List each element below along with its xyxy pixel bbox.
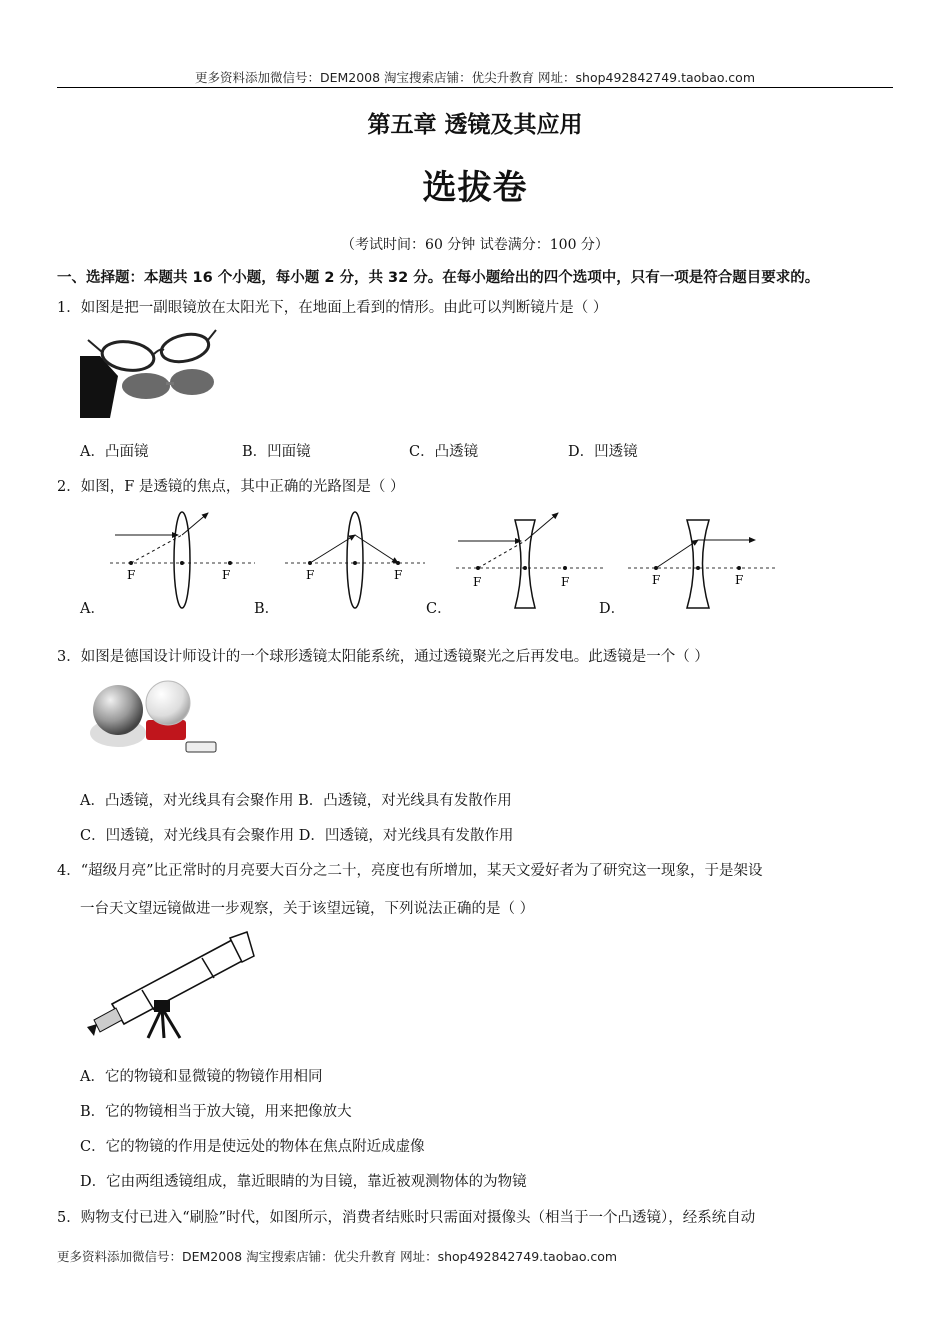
q2-option-c: C． xyxy=(426,601,452,617)
question-4-stem-line2: 一台天文望远镜做进一步观察，关于该望远镜，下列说法正确的是（ ） xyxy=(80,901,535,917)
q2-option-b: B． xyxy=(254,601,280,617)
document-title: 选拔卷 xyxy=(422,168,528,208)
q4-option-d: D．它由两组透镜组成，靠近眼睛的为目镜，靠近被观测物体的为物镜 xyxy=(80,1174,527,1190)
question-2-stem: 2．如图，F 是透镜的焦点，其中正确的光路图是（ ） xyxy=(57,479,405,495)
q3-option-ab: A．凸透镜，对光线具有会聚作用 B．凸透镜，对光线具有发散作用 xyxy=(80,793,512,809)
focus-label: F xyxy=(473,575,482,589)
q4-option-a: A．它的物镜和显微镜的物镜作用相同 xyxy=(80,1069,323,1085)
glasses-shadow-image xyxy=(80,326,220,421)
q1-option-c: C．凸透镜 xyxy=(409,444,479,460)
focus-label: F xyxy=(127,568,136,582)
q2-diagram-c xyxy=(453,508,608,613)
exam-meta: （考试时间：60 分钟 试卷满分：100 分） xyxy=(341,237,609,253)
q1-option-b: B．凹面镜 xyxy=(242,444,311,460)
spherical-lens-image xyxy=(88,678,218,760)
q2-option-a: A． xyxy=(80,601,105,617)
focus-label: F xyxy=(222,568,231,582)
q1-option-a: A．凸面镜 xyxy=(80,444,149,460)
q1-option-d: D．凹透镜 xyxy=(568,444,638,460)
q4-option-b: B．它的物镜相当于放大镜，用来把像放大 xyxy=(80,1104,352,1120)
focus-label: F xyxy=(652,573,661,587)
telescope-image xyxy=(82,932,252,1042)
focus-label: F xyxy=(561,575,570,589)
focus-label: F xyxy=(306,568,315,582)
page-header: 更多资料添加微信号：DEM2008 淘宝搜索店铺：优尖升教育 网址：shop492842749.taobao.com xyxy=(194,70,756,85)
chapter-title: 第五章 透镜及其应用 xyxy=(367,111,583,138)
q2-diagram-a xyxy=(105,508,265,613)
q2-diagram-b xyxy=(280,508,430,613)
header-divider xyxy=(57,87,893,88)
focus-label: F xyxy=(394,568,403,582)
question-5-stem: 5．购物支付已进入“刷脸”时代，如图所示，消费者结账时只需面对摄像头（相当于一个凸透镜），经系统自动 xyxy=(57,1210,756,1226)
q4-option-c: C．它的物镜的作用是使远处的物体在焦点附近成虚像 xyxy=(80,1139,425,1155)
question-1-stem: 1．如图是把一副眼镜放在太阳光下，在地面上看到的情形。由此可以判断镜片是（ ） xyxy=(57,300,608,316)
q2-diagram-d xyxy=(625,508,780,613)
question-4-stem-line1: 4．“超级月亮”比正常时的月亮要大百分之二十，亮度也有所增加，某天文爱好者为了研究这一现象，于是架设 xyxy=(57,863,763,879)
page-footer: 更多资料添加微信号：DEM2008 淘宝搜索店铺：优尖升教育 网址：shop492842749.taobao.com xyxy=(57,1249,618,1264)
q3-option-cd: C．凹透镜，对光线具有会聚作用 D．凹透镜，对光线具有发散作用 xyxy=(80,828,514,844)
section-heading: 一、选择题：本题共 16 个小题，每小题 2 分，共 32 分。在每小题给出的四个选项中，只有一项是符合题目要求的。 xyxy=(57,270,820,286)
question-3-stem: 3．如图是德国设计师设计的一个球形透镜太阳能系统，通过透镜聚光之后再发电。此透镜是一个（ ） xyxy=(57,649,709,665)
focus-label: F xyxy=(735,573,744,587)
q2-option-d: D． xyxy=(599,601,626,617)
